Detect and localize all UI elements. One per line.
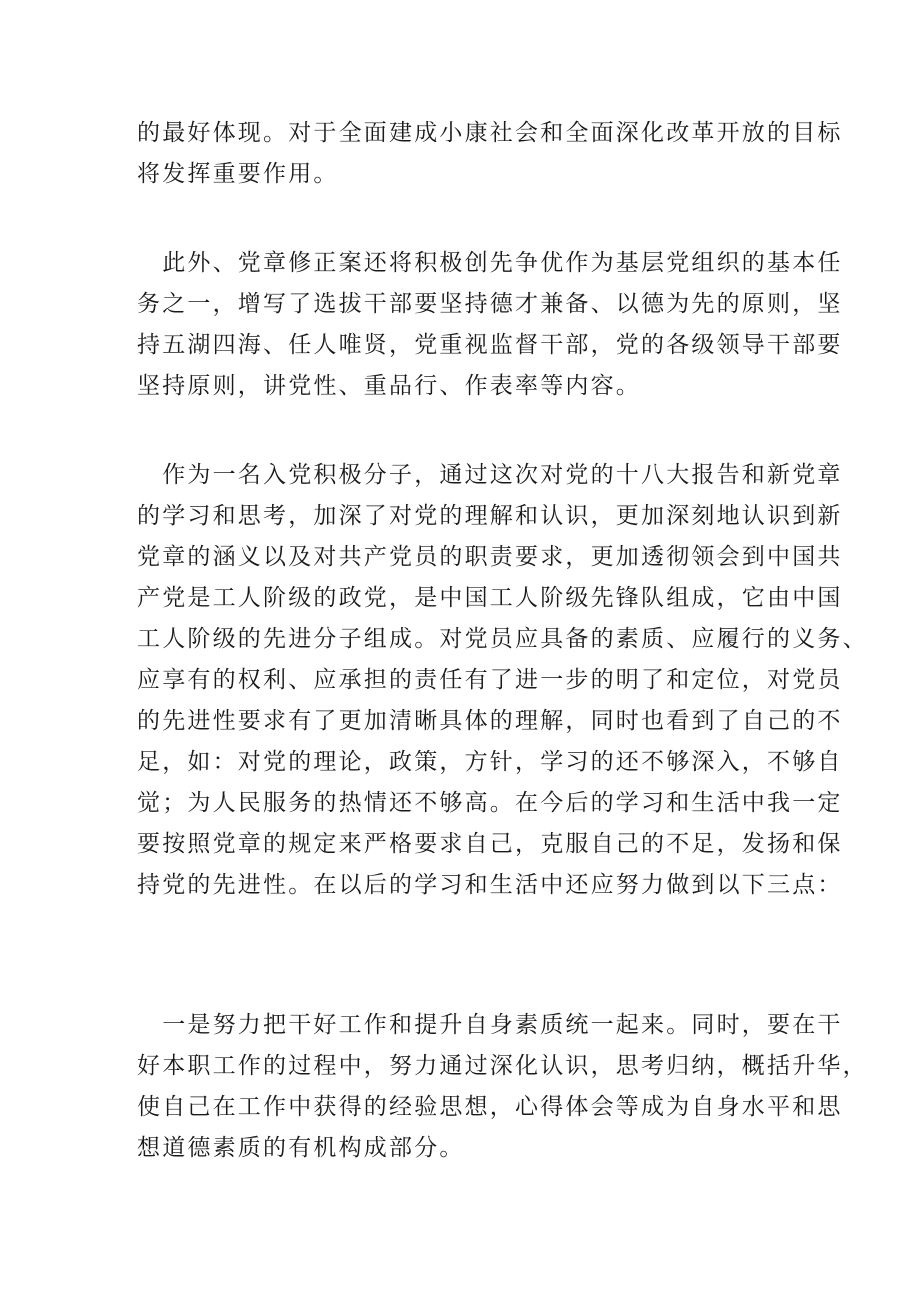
text-line: 想道德素质的有机构成部分。 xyxy=(137,1135,465,1161)
text-line: 将发挥重要作用。 xyxy=(137,161,339,187)
text-line: 持党的先进性。在以后的学习和生活中还应努力做到以下三点： xyxy=(137,872,843,898)
text-line: 党章的涵义以及对共产党员的职责要求，更加透彻领会到中国共 xyxy=(137,544,843,570)
text-line: 坚持原则，讲党性、重品行、作表率等内容。 xyxy=(137,373,641,399)
text-line: 产党是工人阶级的政党，是中国工人阶级先锋队组成，它由中国 xyxy=(137,585,843,611)
text-line: 的最好体现。对于全面建成小康社会和全面深化改革开放的目标 xyxy=(137,120,843,146)
text-line: 足，如：对党的理论，政策，方针，学习的还不够深入，不够自 xyxy=(137,749,843,775)
text-line: 要按照党章的规定来严格要求自己，克服自己的不足，发扬和保 xyxy=(137,831,843,857)
text-line: 务之一，增写了选拔干部要坚持德才兼备、以德为先的原则，坚 xyxy=(137,291,843,317)
text-line: 应享有的权利、应承担的责任有了进一步的明了和定位，对党员 xyxy=(137,667,843,693)
text-line: 好本职工作的过程中，努力通过深化认识，思考归纳，概括升华， xyxy=(137,1053,868,1079)
text-line: 工人阶级的先进分子组成。对党员应具备的素质、应履行的义务、 xyxy=(137,626,868,652)
text-line: 此外、党章修正案还将积极创先争优作为基层党组织的基本任 xyxy=(137,250,843,276)
text-line: 的学习和思考，加深了对党的理解和认识，更加深刻地认识到新 xyxy=(137,503,843,529)
paragraph-2 xyxy=(137,243,843,407)
text-line: 一是努力把干好工作和提升自身素质统一起来。同时，要在干 xyxy=(137,1012,843,1038)
text-line: 持五湖四海、任人唯贤，党重视监督干部，党的各级领导干部要 xyxy=(137,332,843,358)
text-line: 作为一名入党积极分子，通过这次对党的十八大报告和新党章 xyxy=(137,462,843,488)
text-line: 使自己在工作中获得的经验思想，心得体会等成为自身水平和思 xyxy=(137,1094,843,1120)
text-line: 觉；为人民服务的热情还不够高。在今后的学习和生活中我一定 xyxy=(137,790,843,816)
text-line: 的先进性要求有了更加清晰具体的理解，同时也看到了自己的不 xyxy=(137,708,843,734)
paragraph-1 xyxy=(137,113,843,195)
paragraph-3 xyxy=(137,455,868,906)
paragraph-4 xyxy=(137,1005,868,1169)
